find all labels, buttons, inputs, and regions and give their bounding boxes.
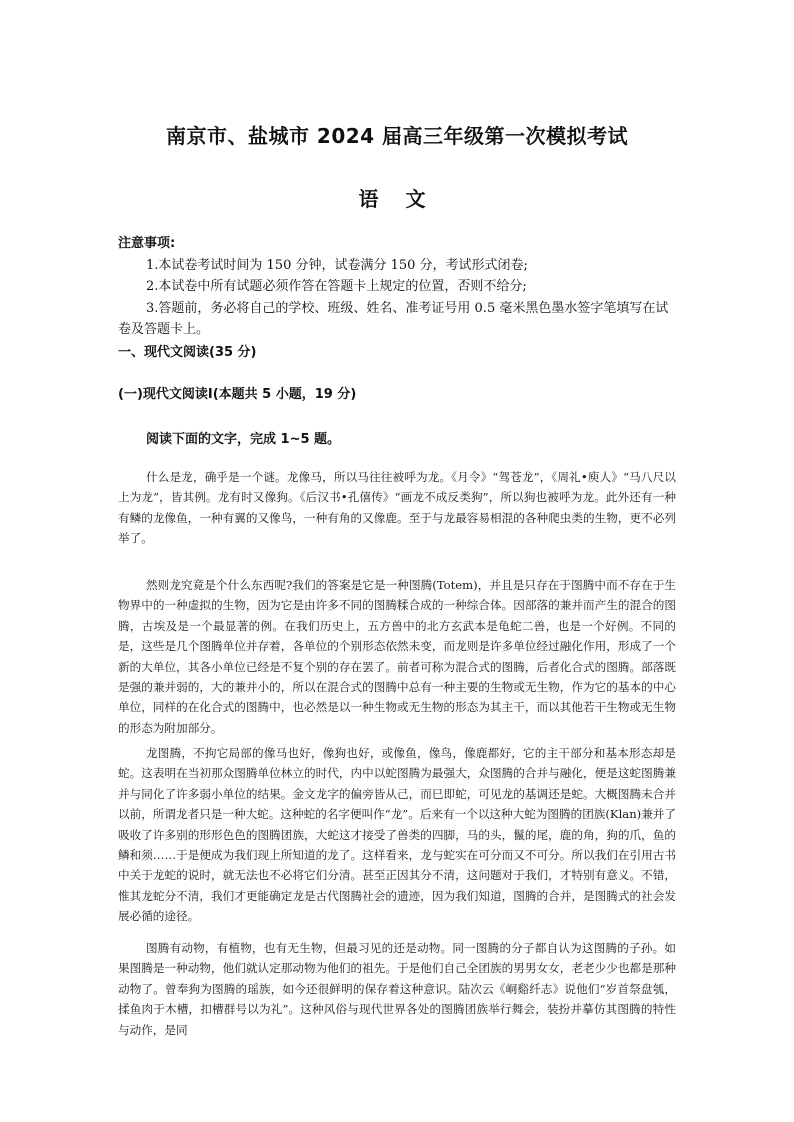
exam-title: 南京市、盐城市 2024 届高三年级第一次模拟考试 <box>165 124 629 148</box>
notes-item: 1.本试卷考试时间为 150 分钟，试卷满分 150 分，考试形式闭卷; <box>146 257 528 273</box>
notes-item: 3.答题前，务必将自己的学校、班级、姓名、准考证号用 0.5 毫米黑色墨水签字笔填写在试卷及答题卡上。 <box>118 300 669 337</box>
section-heading: 一、现代文阅读(35 分) <box>118 345 257 360</box>
passage-paragraph: 龙图腾，不拘它局部的像马也好，像狗也好，或像鱼，像鸟，像鹿都好，它的主干部分和基本形态却是蛇。这表明在当初那众图腾单位林立的时代，内中以蛇图腾为最强大，众图腾的合并与融化，便是这蛇图腾兼并与同化了许多弱小单位的结果。金文龙字的偏旁皆从己，而巳即蛇，可见龙的基调还是蛇。大概图腾未合并以前，所谓龙者只是一种大蛇。这种蛇的名字便叫作“龙”。后来有一个以这种大蛇为图腾的团族(Klan)兼并了吸收了许多别的形形色色的图腾团族，大蛇这才接受了兽类的四脚，马的头，鬣的尾，鹿的角，狗的爪，鱼的鳞和须……于是便成为我们现上所知道的龙了。这样看来，龙与蛇实在可分而又不可分。所以我们在引用古书中关于龙蛇的说时，就无法也不必将它们分清。甚至正因其分不清，这问题对于我们，才特别有意义。不错，惟其龙蛇分不清，我们才更能确定龙是古代图腾社会的遗迹，因为我们知道，图腾的合并，是图腾式的社会发展必循的途径。 <box>118 746 676 924</box>
notes-item: 2.本试卷中所有试题必须作答在答题卡上规定的位置，否则不给分; <box>146 279 527 294</box>
notes-heading: 注意事项: <box>118 236 176 251</box>
passage-paragraph: 图腾有动物，有植物，也有无生物，但最习见的还是动物。同一图腾的分子都自认为这图腾的子孙。如果图腾是一种动物，他们就认定那动物为他们的祖先。于是他们自己全团族的男男女女，老老少少也都是那种动物了。曾奉狗为图腾的瑶族，如今还很鲜明的保存着这种意识。陆次云《峒谿纤志》说他们“岁首祭盘瓠，揉鱼肉于木槽，扣槽群号以为礼”。这种风俗与现代世界各处的图腾团族举行舞会，装扮并摹仿其图腾的特性与动作，是同 <box>118 941 676 1037</box>
passage-paragraph: 什么是龙，确乎是一个谜。龙像马，所以马往往被呼为龙。《月令》“驾苍龙”，《周礼•庾人》“马八尺以上为龙”，皆其例。龙有时又像狗。《后汉书•孔僖传》“画龙不成反类狗”，所以狗也被呼为龙。此外还有一种有鳞的龙像鱼，一种有翼的又像鸟，一种有角的又像鹿。至于与龙最容易相混的各种爬虫类的生物，更不必列举了。 <box>118 470 676 546</box>
subject-title: 语 文 <box>358 187 436 211</box>
notes-block <box>118 233 676 341</box>
passage-paragraph: 然则龙究竟是个什么东西呢?我们的答案是它是一种图腾(Totem)，并且是只存在于图腾中而不存在于生物界中的一种虚拟的生物，因为它是由许多不同的图腾糅合成的一种综合体。因部落的兼并而产生的混合的图腾，古埃及是一个最显著的例。在我们历史上，五方兽中的北方玄武本是龟蛇二兽，也是一个好例。不同的是，这些是几个图腾单位并存着，各单位的个别形态依然未变，而龙则是许多单位经过融化作用，形成了一个新的大单位，其各小单位已经是不复个别的存在罢了。前者可称为混合式的图腾，后者化合式的图腾。部落既是强的兼并弱的，大的兼并小的，所以在混合式的图腾中总有一种主要的生物或无生物，作为它的基本的中心单位，同样的在化合式的图腾中，也必然是以一种生物或无生物的形态为其主干，而以其他若干生物或无生物的形态为附加部分。 <box>118 578 676 735</box>
subsection-heading: (一)现代文阅读Ⅰ(本题共 5 小题，19 分) <box>118 387 357 402</box>
reading-instruction: 阅读下面的文字，完成 1~5 题。 <box>146 432 341 447</box>
